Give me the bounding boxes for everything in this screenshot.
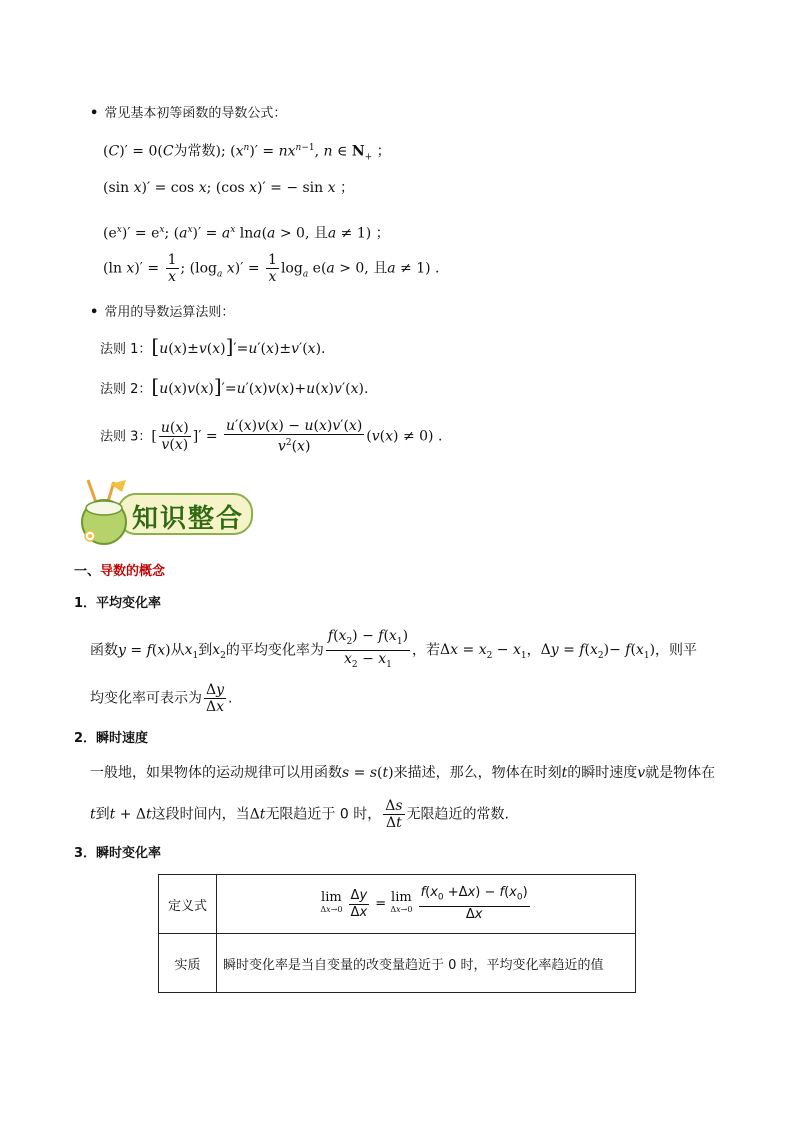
table-value-essence: 瞬时变化率是当自变量的改变量趋近于 0 时，平均变化率趋近的值 — [217, 934, 636, 993]
instantaneous-rate-table — [158, 874, 636, 993]
formula-line-4: (ln x)′ = $\frac{1}{x}$ ; ($\log_a$ x)′ = $\frac{1}{x}$ $\log_a e(a > 0$, 且a ≠ 1) . — [103, 252, 440, 285]
avg-rate-paragraph-line-2: 均变化率可表示为 $\frac{\Delta y}{\Delta x}$ . — [90, 682, 233, 715]
formula-line-1: (C)′ = 0(C为常数); $(x^n)' = nx^{n-1}$, n ∈ $N_+$ ； — [103, 143, 391, 163]
bullet-operation-rules: • 常用的导数运算法则： — [90, 305, 235, 320]
table-row — [159, 934, 636, 993]
inst-speed-paragraph-line-2: t到t + Δt这段时间内，当Δt无限趋近于 0 时， $\frac{\Delta s}{\Delta t}$ 无限趋近的常数. — [90, 798, 510, 831]
banner-title: 知识整合 — [132, 504, 245, 534]
bullet-derivative-formulas: • 常见基本初等函数的导数公式： — [90, 106, 287, 121]
rule-2: 法则 2：[u(x)v(x)]′=u′(x)v(x)+u(x)v′(x). — [100, 374, 369, 398]
formula-line-2: (sin x)′ = cos x; (cos x)′ = − sin x ； — [103, 180, 354, 196]
table-key-essence: 实质 — [159, 934, 217, 993]
knowledge-banner — [76, 478, 256, 546]
inst-speed-paragraph-line-1: 一般地，如果物体的运动规律可以用函数s = s(t)来描述，那么，物体在时刻t的瞬时速度v就是物体在 — [90, 765, 716, 781]
rule-3: 法则 3：[ $\frac{u(x)}{v(x)}$ ]′ = $\frac{u'(x)v(x) - u(x)v'(x)}{v^2(x)}$ (v(x) ≠ 0) . — [100, 418, 443, 455]
subsection-inst-speed: 2．瞬时速度 — [74, 731, 149, 746]
section-heading: 一、导数的概念 — [74, 564, 166, 579]
bullet-dot: • — [90, 106, 99, 121]
subsection-inst-rate: 3．瞬时变化率 — [74, 846, 162, 861]
table-row — [159, 875, 636, 934]
rule-1: 法则 1：[u(x)±v(x)]′=u′(x)±v′(x). — [100, 334, 326, 358]
table-key-definition: 定义式 — [159, 875, 217, 934]
table-value-definition: lim Δx→0 $\frac{\Delta y}{\Delta x}$ = lim Δx→0 $\frac{f(x_0 +\Delta x) - f(x_0)}{\Delta x}$ — [217, 875, 636, 934]
avg-rate-paragraph-line-1: 函数y = f(x)从$x_1$到$x_2$的平均变化率为 $\frac{f(x_2) - f(x_1)}{x_2 - x_1}$ ，若$\Delta x = x_2 - x_1$，$\Delta y = f(x_2)- f(x_1)$，则平 — [90, 628, 698, 670]
formula-line-3: $(e^x)' = e^x$; $(a^x)' = a^x$ lna(a > 0, 且a ≠ 1) ； — [103, 225, 390, 242]
subsection-avg-rate: 1．平均变化率 — [74, 596, 162, 611]
bullet-dot: • — [90, 305, 99, 320]
